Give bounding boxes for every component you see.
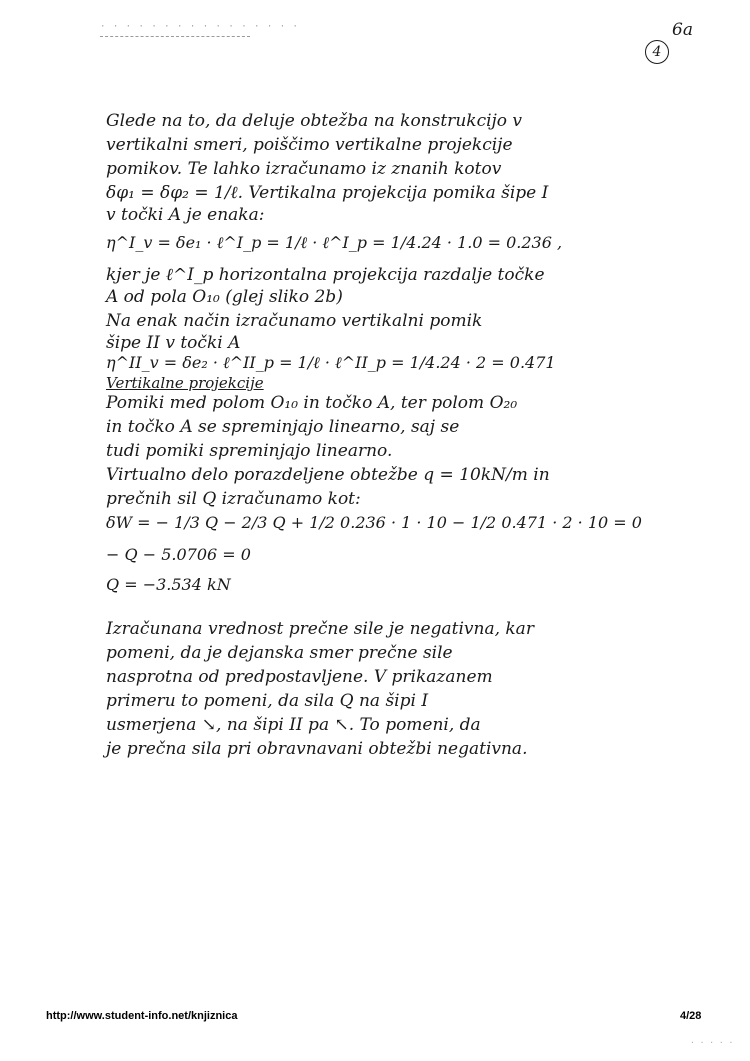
text-line: prečnih sil Q izračunamo kot:: [106, 489, 361, 509]
formula-line: η^I_v = δe₁ · ℓ^I_p = 1/ℓ · ℓ^I_p = 1/4.24 · 1.0 = 0.236 ,: [106, 233, 563, 252]
footer-smudge: · · · · ·: [690, 1038, 734, 1047]
text-line: v točki A je enaka:: [106, 205, 265, 225]
text-line: nasprotna od predpostavljene. V prikazanem: [106, 667, 493, 687]
text-line: Vertikalne projekcije: [106, 374, 264, 392]
text-line: kjer je ℓ^I_p horizontalna projekcija razdalje točke: [106, 265, 545, 285]
text-line: Na enak način izračunamo vertikalni pomik: [106, 311, 483, 331]
text-line: Izračunana vrednost prečne sile je negativna, kar: [106, 619, 534, 639]
text-line: Glede na to, da deluje obtežba na konstrukcijo v: [106, 111, 523, 131]
text-line: usmerjena ↘, na šipi II pa ↖. To pomeni, da: [106, 715, 481, 735]
header-rule: [100, 36, 250, 37]
text-line: tudi pomiki spreminjajo linearno.: [106, 441, 393, 461]
text-line: Pomiki med polom O₁₀ in točko A, ter polom O₂₀: [106, 393, 518, 413]
text-line: pomeni, da je dejanska smer prečne sile: [106, 643, 453, 663]
text-line: šipe II v točki A: [106, 333, 241, 353]
formula-line: η^II_v = δe₂ · ℓ^II_p = 1/ℓ · ℓ^II_p = 1/4.24 · 2 = 0.471: [106, 353, 556, 372]
text-line: vertikalni smeri, poiščimo vertikalne projekcije: [106, 135, 513, 155]
text-line: Virtualno delo porazdeljene obtežbe q = 10kN/m in: [106, 465, 550, 485]
formula-line: δW = − 1/3 Q − 2/3 Q + 1/2 0.236 · 1 · 10 − 1/2 0.471 · 2 · 10 = 0: [106, 513, 642, 532]
text-line: δφ₁ = δφ₂ = 1/ℓ. Vertikalna projekcija pomika šipe I: [106, 183, 549, 203]
text-line: je prečna sila pri obravnavani obtežbi negativna.: [106, 739, 528, 759]
text-line: pomikov. Te lahko izračunamo iz znanih kotov: [106, 159, 502, 179]
text-line: primeru to pomeni, da sila Q na šipi I: [106, 691, 429, 711]
formula-line: − Q − 5.0706 = 0: [106, 545, 251, 564]
text-line: in točko A se spreminjajo linearno, saj se: [106, 417, 460, 437]
header-smudge: · · · · · · · · · · · · · · · ·: [100, 22, 299, 32]
formula-line: Q = −3.534 kN: [106, 575, 231, 594]
footer-page-number: 4/28: [680, 1010, 702, 1022]
footer-url[interactable]: http://www.student-info.net/knjiznica: [46, 1010, 238, 1022]
sheet-number-circled: 4: [645, 40, 669, 64]
sheet-number: 6a: [672, 20, 693, 40]
text-line: A od pola O₁₀ (glej sliko 2b): [106, 287, 343, 307]
